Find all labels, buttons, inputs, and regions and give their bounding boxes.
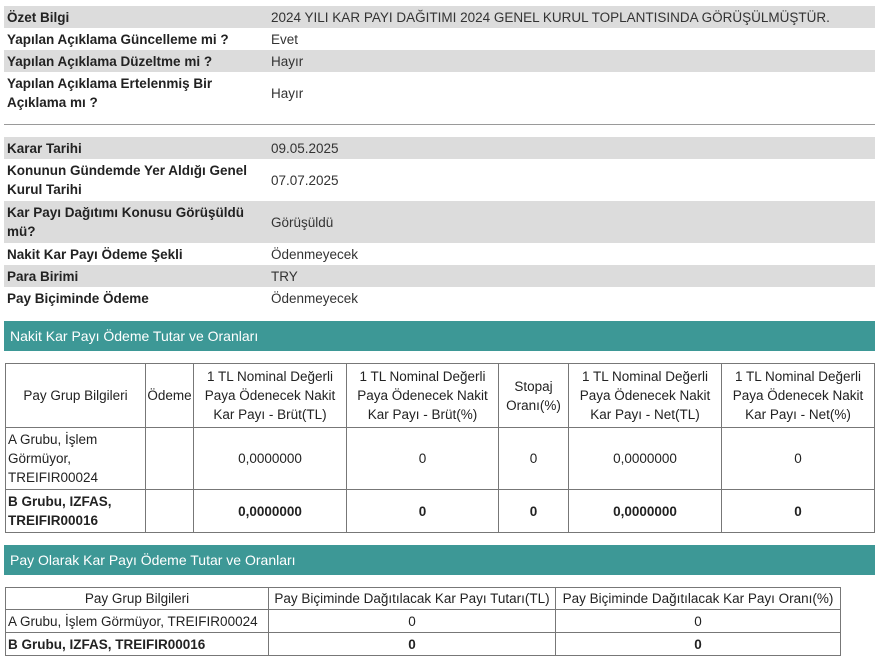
net-tl-cell: 0,0000000 xyxy=(569,428,722,490)
decision-table xyxy=(4,137,875,309)
payment-cell xyxy=(146,490,194,533)
column-header: 1 TL Nominal Değerli Paya Ödenecek Nakit Kar Payı - Net(%) xyxy=(722,364,875,428)
rate-cell: 0 xyxy=(556,633,841,656)
summary-label: Yapılan Açıklama Düzeltme mi ? xyxy=(4,50,265,72)
column-header: Ödeme xyxy=(146,364,194,428)
gross-tl-cell: 0,0000000 xyxy=(194,490,347,533)
table-header-row xyxy=(6,364,875,428)
decision-value: Ödenmeyecek xyxy=(265,243,875,265)
rate-cell: 0 xyxy=(556,610,841,633)
column-header: Pay Grup Bilgileri xyxy=(6,588,269,610)
decision-label: Kar Payı Dağıtımı Konusu Görüşüldü mü? xyxy=(4,201,265,243)
decision-value: Ödenmeyecek xyxy=(265,287,875,309)
column-header: 1 TL Nominal Değerli Paya Ödenecek Nakit Kar Payı - Brüt(TL) xyxy=(194,364,347,428)
decision-value: TRY xyxy=(265,265,875,287)
column-header: 1 TL Nominal Değerli Paya Ödenecek Nakit Kar Payı - Net(TL) xyxy=(569,364,722,428)
section-divider xyxy=(4,124,875,125)
group-cell: B Grubu, IZFAS, TREIFIR00016 xyxy=(6,490,146,533)
amount-cell: 0 xyxy=(269,633,556,656)
payment-cell xyxy=(146,428,194,490)
summary-value: Hayır xyxy=(265,72,875,114)
decision-row xyxy=(4,201,875,243)
summary-table xyxy=(4,6,875,114)
table-row xyxy=(6,490,875,533)
decision-value: 07.07.2025 xyxy=(265,159,875,201)
table-row xyxy=(6,633,841,656)
summary-row xyxy=(4,28,875,50)
table-header-row xyxy=(6,588,841,610)
summary-value: Hayır xyxy=(265,50,875,72)
decision-row xyxy=(4,287,875,309)
summary-row xyxy=(4,6,875,28)
group-cell: A Grubu, İşlem Görmüyor, TREIFIR00024 xyxy=(6,428,146,490)
decision-label: Konunun Gündemde Yer Aldığı Genel Kurul Tarihi xyxy=(4,159,265,201)
column-header: Pay Biçiminde Dağıtılacak Kar Payı Oranı(%) xyxy=(556,588,841,610)
cash-dividend-section-title: Nakit Kar Payı Ödeme Tutar ve Oranları xyxy=(4,321,875,351)
column-header: 1 TL Nominal Değerli Paya Ödenecek Nakit Kar Payı - Brüt(%) xyxy=(347,364,499,428)
decision-row xyxy=(4,243,875,265)
group-cell: B Grubu, IZFAS, TREIFIR00016 xyxy=(6,633,269,656)
decision-row xyxy=(4,265,875,287)
cash-dividend-table xyxy=(5,363,875,533)
column-header: Pay Biçiminde Dağıtılacak Kar Payı Tutarı(TL) xyxy=(269,588,556,610)
table-row xyxy=(6,428,875,490)
gross-pct-cell: 0 xyxy=(347,428,499,490)
amount-cell: 0 xyxy=(269,610,556,633)
gross-tl-cell: 0,0000000 xyxy=(194,428,347,490)
column-header: Stopaj Oranı(%) xyxy=(499,364,569,428)
table-row xyxy=(6,610,841,633)
decision-label: Nakit Kar Payı Ödeme Şekli xyxy=(4,243,265,265)
group-cell: A Grubu, İşlem Görmüyor, TREIFIR00024 xyxy=(6,610,269,633)
summary-value: 2024 YILI KAR PAYI DAĞITIMI 2024 GENEL KURUL TOPLANTISINDA GÖRÜŞÜLMÜŞTÜR. xyxy=(265,6,875,28)
gross-pct-cell: 0 xyxy=(347,490,499,533)
withholding-cell: 0 xyxy=(499,428,569,490)
summary-row xyxy=(4,50,875,72)
summary-label: Yapılan Açıklama Ertelenmiş Bir Açıklama mı ? xyxy=(4,72,265,114)
summary-label: Özet Bilgi xyxy=(4,6,265,28)
net-tl-cell: 0,0000000 xyxy=(569,490,722,533)
decision-value: 09.05.2025 xyxy=(265,137,875,159)
decision-label: Karar Tarihi xyxy=(4,137,265,159)
decision-label: Para Birimi xyxy=(4,265,265,287)
net-pct-cell: 0 xyxy=(722,490,875,533)
net-pct-cell: 0 xyxy=(722,428,875,490)
summary-row xyxy=(4,72,875,114)
decision-label: Pay Biçiminde Ödeme xyxy=(4,287,265,309)
share-dividend-section-title: Pay Olarak Kar Payı Ödeme Tutar ve Oranları xyxy=(4,545,875,575)
decision-row xyxy=(4,137,875,159)
withholding-cell: 0 xyxy=(499,490,569,533)
summary-value: Evet xyxy=(265,28,875,50)
share-dividend-table xyxy=(5,587,841,656)
decision-row xyxy=(4,159,875,201)
column-header: Pay Grup Bilgileri xyxy=(6,364,146,428)
summary-label: Yapılan Açıklama Güncelleme mi ? xyxy=(4,28,265,50)
decision-value: Görüşüldü xyxy=(265,201,875,243)
